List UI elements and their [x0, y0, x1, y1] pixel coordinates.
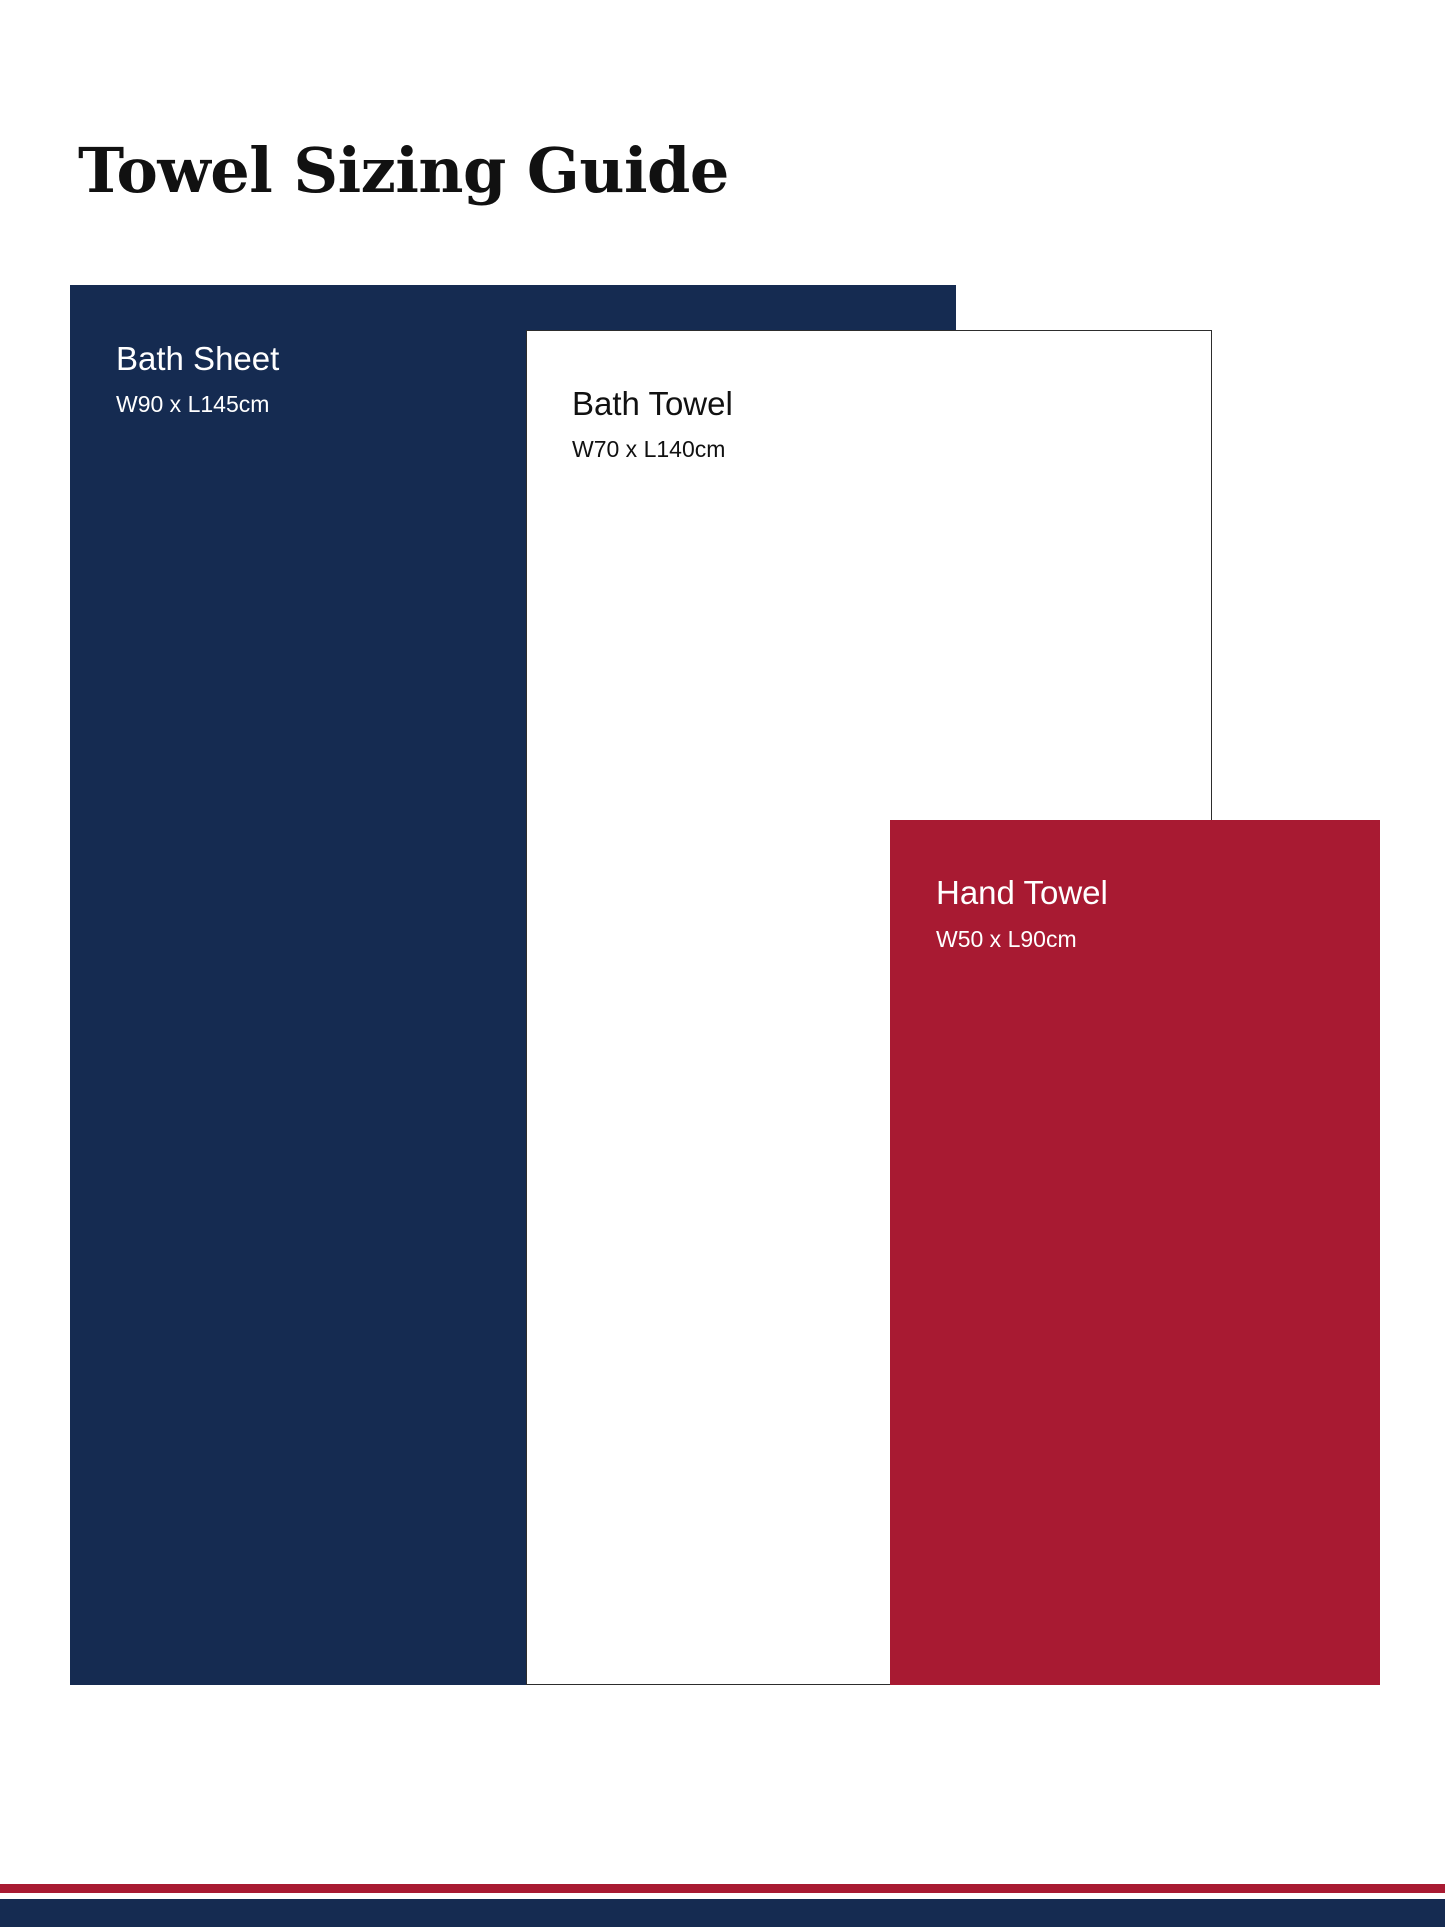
towel-name-hand-towel: Hand Towel — [936, 874, 1108, 911]
footer-accent-bar-navy — [0, 1899, 1445, 1927]
towel-name-bath-towel: Bath Towel — [572, 385, 733, 422]
towel-dimensions-bath-sheet: W90 x L145cm — [116, 391, 270, 417]
towel-swatch-hand-towel — [890, 820, 1380, 1685]
footer-accent-bar-crimson — [0, 1884, 1445, 1893]
page-title: Towel Sizing Guide — [78, 133, 729, 207]
towel-dimensions-bath-towel: W70 x L140cm — [572, 436, 726, 462]
towel-name-bath-sheet: Bath Sheet — [116, 340, 280, 377]
towel-dimensions-hand-towel: W50 x L90cm — [936, 926, 1077, 952]
